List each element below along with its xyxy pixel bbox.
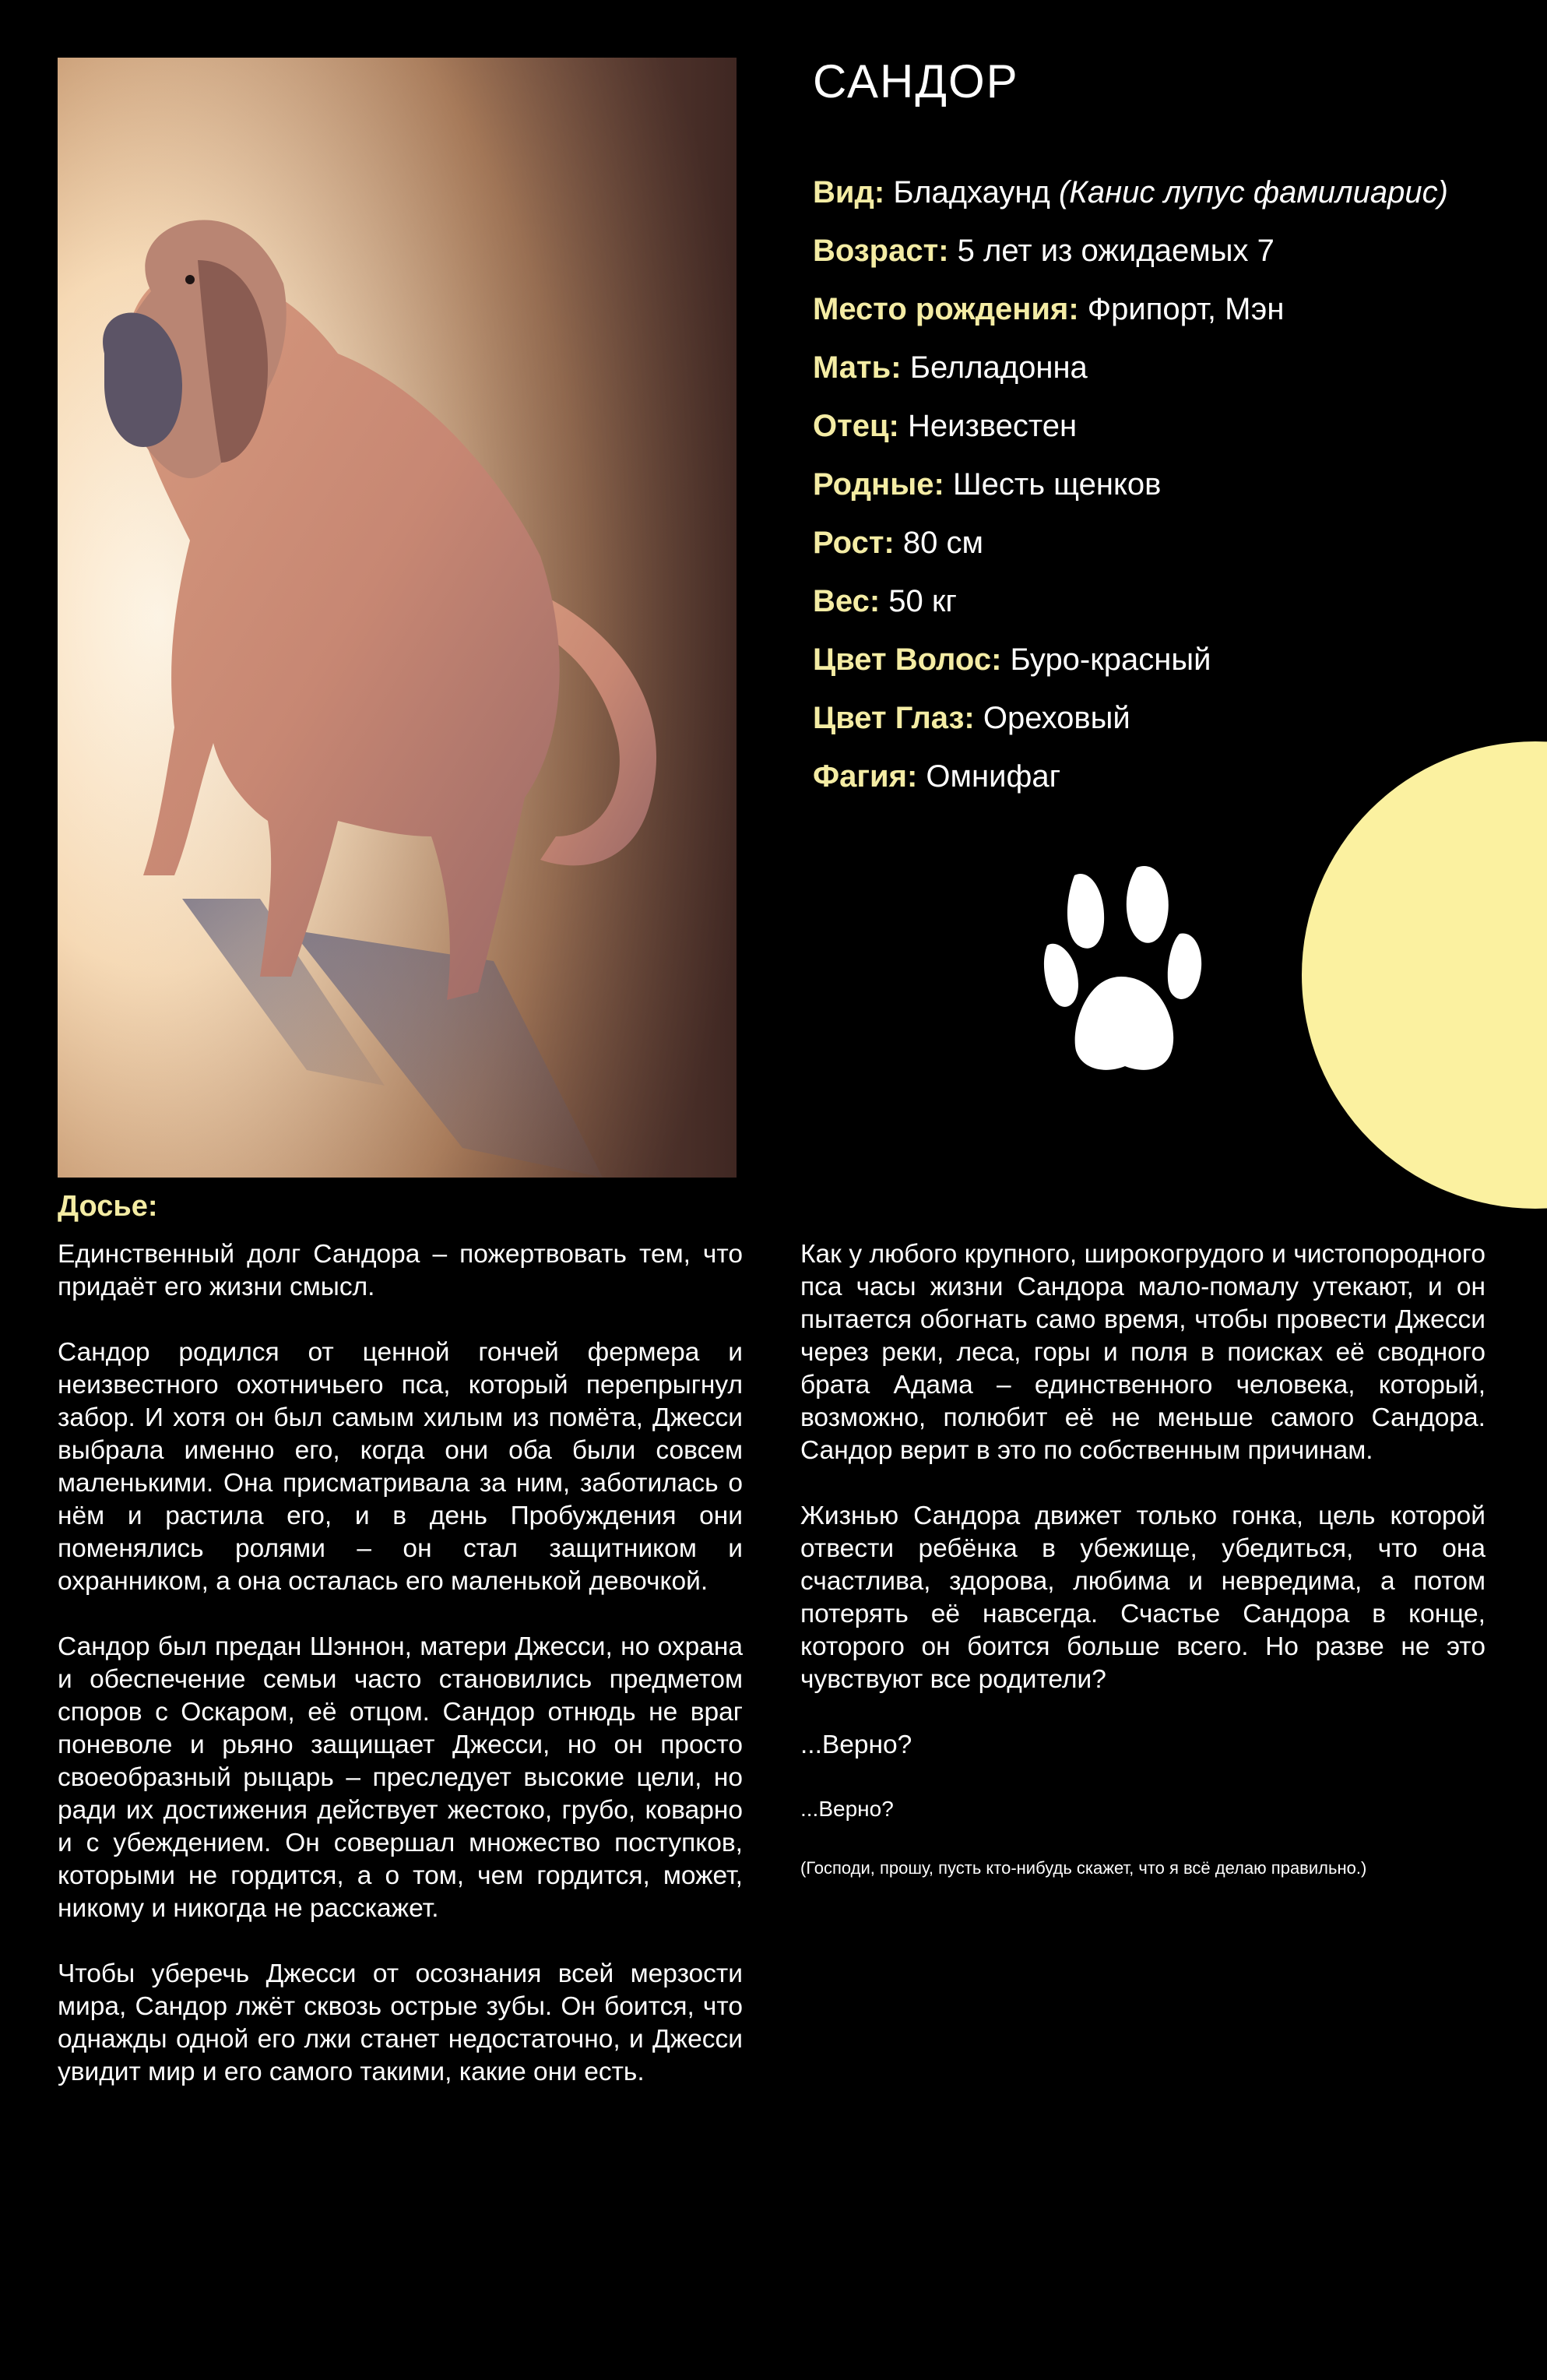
dossier-paragraph: Сандор родился от ценной гончей фермера и неизвестного охотничьего пса, который перепрыгнул забор. И хотя он был самым хилым из помёта, Джесси выбрала именно его, когда они оба были совсем маленькими. Она присматривала за ним, заботилась о нём и растила его, и в день Пробуждения они поменялись ролями – он стал защитником и охранником, а она осталась его маленькой девочкой. <box>58 1338 743 1596</box>
stat-label: Место рождения: <box>813 292 1079 326</box>
stat-label: Отец: <box>813 409 899 443</box>
paw-print-icon <box>1043 860 1207 1078</box>
dossier-heading: Досье: <box>58 1190 158 1223</box>
dossier-paragraph: Чтобы уберечь Джесси от осознания всей мерзости мира, Сандор лжёт сквозь острые зубы. Он боится, что однажды одной его лжи станет недостаточно, и Джесси увидит мир и его самого такими, какие они есть. <box>58 1959 743 2086</box>
stat-label: Мать: <box>813 350 902 385</box>
stat-relatives <box>813 456 1514 514</box>
dossier-paragraph: ...Верно? <box>800 1730 912 1759</box>
stat-label: Рост: <box>813 526 895 560</box>
stat-value: 50 кг <box>888 584 957 618</box>
character-name: САНДОР <box>813 55 1019 107</box>
stat-value: Ореховый <box>983 701 1130 735</box>
stat-hair-color <box>813 631 1514 689</box>
dossier-paragraph: Единственный долг Сандора – пожертвовать тем, что придаёт его жизни смысл. <box>58 1240 743 1301</box>
dossier-paragraph: Жизнью Сандора движет только гонка, цель которой отвести ребёнка в убежище, убедиться, что она счастлива, здорова, любима и невредима, а потом потерять её навсегда. Счастье Сандора в конце, которого он боится больше всего. Но разве не это чувствуют все родители? <box>800 1502 1485 1694</box>
stat-label: Возраст: <box>813 234 949 268</box>
stat-label: Цвет Глаз: <box>813 701 975 735</box>
stat-value: Фрипорт, Мэн <box>1087 292 1285 326</box>
stat-value: Неизвестен <box>907 409 1078 443</box>
stat-value: Буро-красный <box>1010 643 1211 677</box>
stat-value: 5 лет из ожидаемых 7 <box>957 234 1275 268</box>
stat-value: Омнифаг <box>926 759 1061 794</box>
dossier-paragraph: Как у любого крупного, широкогрудого и чистопородного пса часы жизни Сандора мало-помалу утекают, и он пытается обогнать само время, чтобы провести Джесси через реки, леса, горы и поля в поисках её сводного брата Адама – единственного человека, который, возможно, полюбит её не меньше самого Сандора. Сандор верит в это по собственным причинам. <box>800 1240 1485 1465</box>
stat-label: Родные: <box>813 467 944 502</box>
dog-eye <box>185 275 195 284</box>
stat-label: Фагия: <box>813 759 918 794</box>
moon-circle <box>1302 741 1547 1209</box>
stat-weight <box>813 572 1514 631</box>
stat-value-italic: (Канис лупус фамилиарис) <box>1058 175 1448 209</box>
stat-label: Вес: <box>813 584 881 618</box>
stat-label: Цвет Волос: <box>813 643 1002 677</box>
dossier-right-column <box>800 1238 1485 1913</box>
dossier-left-column <box>58 1238 743 2121</box>
stat-value: 80 см <box>902 526 983 560</box>
stat-phagy <box>813 748 1514 806</box>
dossier-paragraph: Сандор был предан Шэннон, матери Джесси, но охрана и обеспечение семьи часто становились предметом споров с Оскаром, её отцом. Сандор отнюдь не враг поневоле и рьяно защищает Джесси, но он просто своеобразный рыцарь – преследует высокие цели, но ради их достижения действует жестоко, грубо, коварно и с убеждением. Он совершал множество поступков, которыми не гордится, а о том, чем гордится, может, никому и никогда не расскажет. <box>58 1632 743 1923</box>
stat-height <box>813 514 1514 572</box>
stat-value: Бладхаунд <box>893 175 1050 209</box>
stat-father <box>813 397 1514 456</box>
stat-eye-color <box>813 689 1514 748</box>
illustration-svg <box>58 58 737 1178</box>
stat-label: Вид: <box>813 175 885 209</box>
dossier-small-line: ...Верно? <box>800 1797 894 1821</box>
dossier-tiny-line: (Господи, прошу, пусть кто-нибудь скажет, что я всё делаю правильно.) <box>800 1858 1367 1878</box>
stat-value: Шесть щенков <box>953 467 1162 502</box>
stat-age <box>813 222 1514 280</box>
stat-mother <box>813 339 1514 397</box>
stat-value: Белладонна <box>909 350 1088 385</box>
stats-list <box>813 164 1514 806</box>
stat-species <box>813 164 1514 222</box>
bloodhound-illustration <box>58 58 737 1178</box>
stat-birthplace <box>813 280 1514 339</box>
